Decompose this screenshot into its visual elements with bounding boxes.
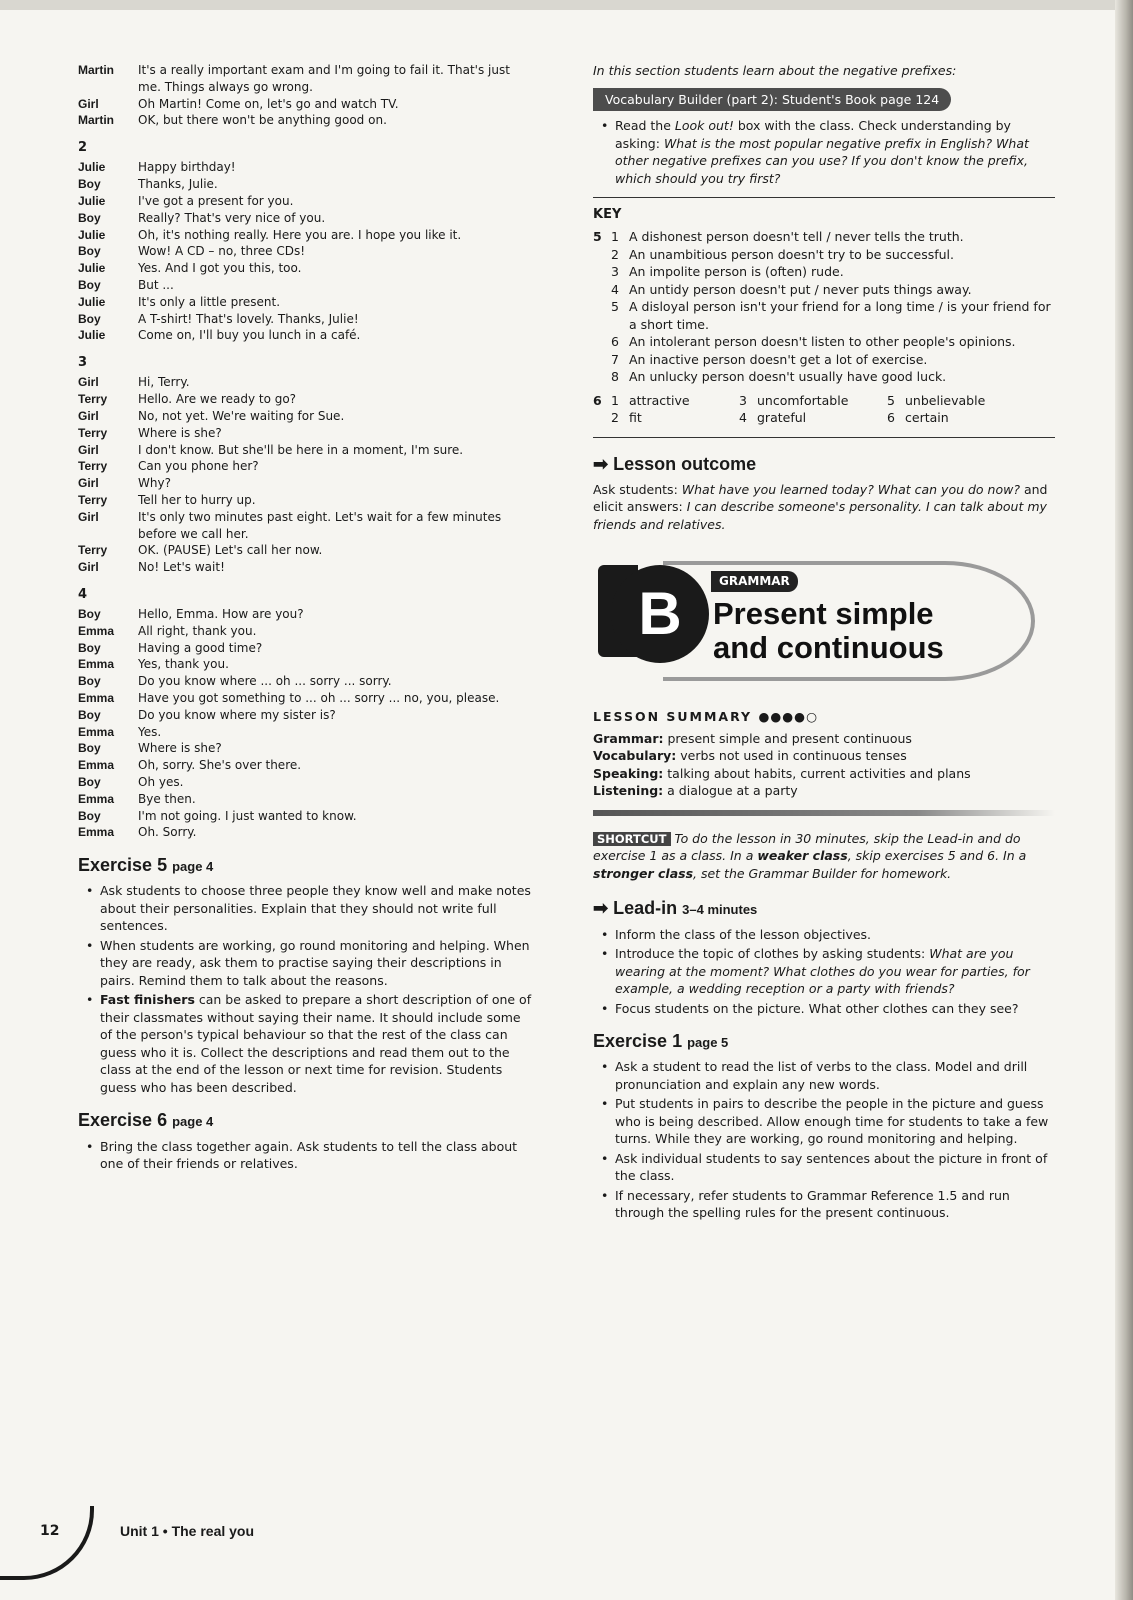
- summary-vocabulary: [593, 747, 1055, 765]
- speaker-name: Julie: [78, 328, 106, 343]
- exercise-6-heading: [78, 1108, 533, 1133]
- key-item-number: 5: [611, 299, 619, 315]
- speaker-name: Girl: [78, 408, 99, 423]
- speaker-name: Boy: [78, 177, 101, 192]
- list-item-text: Focus students on the picture. What other clothes can they see?: [615, 1000, 1019, 1016]
- spoken-line: Yes. And I got you this, too.: [138, 261, 302, 276]
- speaker-name: Julie: [78, 227, 106, 242]
- spoken-line: It's only two minutes past eight. Let's wait for a few minutes before we call her.: [138, 509, 502, 541]
- speaker-name: Terry: [78, 425, 108, 440]
- summary-divider-bar: [593, 810, 1055, 816]
- arrow-icon: ➡: [593, 898, 609, 919]
- spoken-line: OK, but there won't be anything good on.: [138, 113, 387, 128]
- page-top-band: [0, 0, 1133, 10]
- key-item-text: certain: [905, 410, 949, 426]
- dialogue-line: [78, 425, 533, 442]
- spoken-line: Thanks, Julie.: [138, 177, 218, 192]
- list-item: [78, 882, 533, 935]
- key-exercise-number: [593, 333, 611, 351]
- shortcut-tag: SHORTCUT: [593, 832, 671, 846]
- text: and elicit answers:: [593, 481, 1048, 515]
- key-item-number: 5: [887, 392, 895, 408]
- text: Read the: [615, 118, 675, 133]
- speaker-name: Boy: [78, 674, 101, 689]
- dialogue-line: [78, 475, 533, 492]
- key-item-number: 8: [611, 369, 619, 385]
- value: verbs not used in continuous tenses: [676, 748, 907, 764]
- vocabulary-builder-banner: Vocabulary Builder (part 2): Student's Book page 124: [593, 88, 951, 112]
- spoken-line: I'm not going. I just wanted to know.: [138, 808, 357, 823]
- list-item: [593, 1058, 1055, 1093]
- dialogue-line: [78, 227, 533, 244]
- key-item-number: 2: [611, 246, 619, 262]
- key-item-number: 4: [611, 281, 619, 297]
- key-item-number: 2: [611, 410, 619, 426]
- look-out-label: Look out!: [674, 118, 734, 133]
- key-item-number: 1: [611, 392, 619, 408]
- exercise-6-title: Exercise 6: [78, 1110, 168, 1131]
- key-item-number: 1: [611, 229, 619, 245]
- page-number: 12: [40, 1523, 60, 1539]
- lesson-outcome-text: [593, 481, 1055, 534]
- dialogue-line: [78, 656, 533, 673]
- key-answer: [593, 368, 1055, 386]
- lesson-summary-title: LESSON SUMMARY: [593, 709, 753, 725]
- key-item-text: An untidy person doesn't put / never puts things away.: [629, 281, 972, 297]
- spoken-line: No! Let's wait!: [138, 560, 225, 575]
- list-item: [78, 991, 533, 1096]
- lead-in-duration: 3–4 minutes: [682, 902, 758, 918]
- spoken-line: Hello, Emma. How are you?: [138, 607, 304, 622]
- spoken-line: Where is she?: [138, 741, 222, 756]
- dialogue-line: [78, 808, 533, 825]
- speaker-name: Boy: [78, 244, 101, 259]
- spoken-line: Why?: [138, 476, 171, 491]
- key-item-number: 7: [611, 351, 619, 367]
- key-exercise-number: [593, 298, 611, 333]
- spoken-line: Oh, sorry. She's over there.: [138, 758, 302, 773]
- spoken-line: Can you phone her?: [138, 459, 259, 474]
- dialogue-transcripts: [78, 62, 533, 841]
- key-exercise-number: 5: [593, 229, 602, 245]
- spoken-line: No, not yet. We're waiting for Sue.: [138, 408, 345, 423]
- key-answer: [593, 333, 1055, 351]
- list-item-text: Bring the class together again. Ask students to tell the class about one of their friends or relatives.: [100, 1138, 518, 1172]
- speaker-name: Emma: [78, 724, 115, 739]
- dialogue-line: [78, 509, 533, 543]
- exercise-5-heading: [78, 853, 533, 878]
- spoken-line: Where is she?: [138, 425, 222, 440]
- spoken-line: Oh yes.: [138, 775, 184, 790]
- dialogue-line: [78, 327, 533, 344]
- key-answer: [593, 246, 1055, 264]
- exercise-1-heading: [593, 1029, 1055, 1054]
- dialogue-line: [78, 724, 533, 741]
- key-item-text: A dishonest person doesn't tell / never tells the truth.: [629, 229, 964, 245]
- vocab-builder-list: [593, 117, 1055, 187]
- spoken-line: Yes, thank you.: [138, 657, 229, 672]
- text: Introduce the topic of clothes by asking students:: [615, 946, 930, 962]
- list-item: [593, 1187, 1055, 1222]
- speaker-name: Boy: [78, 707, 101, 722]
- key-item-text: uncomfortable: [757, 392, 849, 408]
- key-exercise-number: 6: [593, 392, 602, 408]
- lead-in-heading: [593, 896, 1055, 921]
- list-item: [593, 117, 1055, 187]
- dialogue-line: [78, 824, 533, 841]
- speaker-name: Julie: [78, 261, 106, 276]
- dialogue-line: [78, 96, 533, 113]
- lesson-outcome-heading: [593, 452, 1055, 477]
- key-exercise-6: [593, 392, 1055, 427]
- list-item: [593, 1095, 1055, 1148]
- speaker-name: Girl: [78, 375, 99, 390]
- dialogue-line: [78, 112, 533, 129]
- dialogue-line: [78, 757, 533, 774]
- answer-text: I can describe someone's personality. I can talk about my friends and relatives.: [593, 499, 1047, 532]
- dialogue-line: [78, 260, 533, 277]
- label: Listening:: [593, 783, 664, 799]
- speaker-name: Girl: [78, 560, 99, 575]
- key-item-text: fit: [629, 410, 642, 426]
- dialogue-line: [78, 408, 533, 425]
- speaker-name: Julie: [78, 160, 106, 175]
- dialogue-line: [78, 640, 533, 657]
- key-title: KEY: [593, 207, 622, 222]
- spoken-line: Happy birthday!: [138, 160, 236, 175]
- speaker-name: Boy: [78, 277, 101, 292]
- dialogue-line: [78, 391, 533, 408]
- list-item: [78, 937, 533, 990]
- speaker-name: Martin: [78, 113, 114, 128]
- exercise-1-list: [593, 1058, 1055, 1222]
- exercise-1-page: page 5: [687, 1035, 729, 1051]
- question-text: What have you learned today? What can you do now?: [681, 481, 1020, 497]
- dialogue-line: [78, 458, 533, 475]
- list-item-text: Inform the class of the lesson objectives.: [615, 926, 872, 942]
- value: talking about habits, current activities and plans: [663, 765, 971, 781]
- speaker-name: Emma: [78, 791, 115, 806]
- key-exercise-5: [593, 228, 1055, 386]
- text: , set the Grammar Builder for homework.: [693, 865, 952, 881]
- key-answer: [593, 263, 1055, 281]
- spoken-line: A T-shirt! That's lovely. Thanks, Julie!: [138, 311, 359, 326]
- exercise-1-title: Exercise 1: [593, 1031, 683, 1052]
- exercise-5-list: [78, 882, 533, 1096]
- spoken-line: Having a good time?: [138, 640, 263, 655]
- divider: [593, 437, 1055, 438]
- dialogue-line: [78, 606, 533, 623]
- speaker-name: Girl: [78, 509, 99, 524]
- key-item-text: attractive: [629, 392, 690, 408]
- spoken-line: Come on, I'll buy you lunch in a café.: [138, 328, 361, 343]
- key-exercise-number: [593, 281, 611, 299]
- key-item-number: 3: [739, 392, 747, 408]
- grammar-tag: GRAMMAR: [711, 571, 798, 592]
- dialogue-line: [78, 707, 533, 724]
- spoken-line: Do you know where ... oh ... sorry ... sorry.: [138, 674, 392, 689]
- spoken-line: Oh Martin! Come on, let's go and watch TV.: [138, 96, 399, 111]
- dialogue-number: 2: [78, 140, 88, 156]
- speaker-name: Julie: [78, 294, 106, 309]
- spoken-line: But ...: [138, 277, 174, 292]
- key-item-number: 4: [739, 410, 747, 426]
- speaker-name: Julie: [78, 193, 106, 208]
- speaker-name: Boy: [78, 808, 101, 823]
- key-item-text: An impolite person is (often) rude.: [629, 264, 844, 280]
- speaker-name: Terry: [78, 492, 108, 507]
- lead-in-list: [593, 926, 1055, 1018]
- list-item: [593, 1000, 1055, 1018]
- key-item-text: An inactive person doesn't get a lot of exercise.: [629, 351, 928, 367]
- list-item: [78, 1138, 533, 1173]
- lesson-letter-badge: B: [611, 565, 709, 663]
- dialogue-number: 4: [78, 586, 88, 602]
- dialogue-line: [78, 277, 533, 294]
- spoken-line: Really? That's very nice of you.: [138, 210, 326, 225]
- dialogue-line: [78, 159, 533, 176]
- lesson-summary-heading: [593, 708, 1055, 726]
- unit-label: Unit 1 • The real you: [120, 1523, 255, 1539]
- label: Vocabulary:: [593, 748, 677, 764]
- spoken-line: Have you got something to ... oh ... sorry ... no, you, please.: [138, 691, 500, 706]
- dialogue-line: [78, 442, 533, 459]
- speaker-name: Terry: [78, 392, 108, 407]
- spoken-line: Do you know where my sister is?: [138, 707, 336, 722]
- key-exercise-number: [593, 368, 611, 386]
- key-exercise-number: [593, 246, 611, 264]
- spoken-line: Wow! A CD – no, three CDs!: [138, 244, 306, 259]
- text: , skip exercises 5 and 6. In a: [847, 848, 1027, 864]
- page-footer: [0, 1512, 600, 1572]
- exercise-5-title: Exercise 5: [78, 855, 168, 876]
- dialogue-line: [78, 311, 533, 328]
- dialogue-line: [78, 791, 533, 808]
- key-item-text: An unambitious person doesn't try to be successful.: [629, 246, 954, 262]
- dialogue-line: [78, 673, 533, 690]
- stronger-class-label: stronger class: [593, 865, 694, 881]
- list-item-text: When students are working, go round monitoring and helping. When they are ready, ask them to practise saying their descriptions in pairs. Remind them to talk about the reasons.: [100, 937, 530, 988]
- list-item-text: If necessary, refer students to Grammar Reference 1.5 and run through the spelling rules for the present continuous.: [615, 1187, 1010, 1221]
- speaker-name: Girl: [78, 476, 99, 491]
- lesson-outcome-title: Lesson outcome: [613, 453, 757, 474]
- spoken-line: It's a really important exam and I'm going to fail it. That's just me. Things always go wrong.: [138, 63, 510, 94]
- speaker-name: Terry: [78, 543, 108, 558]
- dialogue-line: [78, 176, 533, 193]
- dialogue-line: [78, 374, 533, 391]
- text: To do the lesson in 30 minutes, skip the Lead-in and do exercise 1 as a class. In a: [593, 830, 1021, 864]
- list-item-text: Ask individual students to say sentences about the picture in front of the class.: [615, 1150, 1048, 1184]
- spoken-line: Tell her to hurry up.: [138, 492, 256, 507]
- lesson-title-line-1: Present simple: [713, 596, 934, 632]
- speaker-name: Boy: [78, 741, 101, 756]
- dialogue-line: [78, 294, 533, 311]
- key-answer: [593, 351, 1055, 369]
- speaker-name: Emma: [78, 657, 115, 672]
- speaker-name: Emma: [78, 825, 115, 840]
- summary-speaking: [593, 765, 1055, 783]
- dialogue-line: [78, 243, 533, 260]
- key-exercise-number: [593, 409, 611, 427]
- spoken-line: Oh. Sorry.: [138, 825, 197, 840]
- spoken-line: Hello. Are we ready to go?: [138, 392, 297, 407]
- speaker-name: Emma: [78, 758, 115, 773]
- book-spine-shadow: [1115, 0, 1133, 1600]
- key-item-number: 3: [611, 264, 619, 280]
- speaker-name: Martin: [78, 63, 114, 77]
- exercise-6-list: [78, 1138, 533, 1173]
- key-item-text: An intolerant person doesn't listen to other people's opinions.: [629, 334, 1016, 350]
- key-item-number: 6: [611, 334, 619, 350]
- dialogue-line: [78, 542, 533, 559]
- lesson-banner: [593, 553, 1055, 698]
- lesson-title: [713, 597, 944, 665]
- dialogue-line: [78, 740, 533, 757]
- dialogue-line: [78, 559, 533, 576]
- speaker-name: Girl: [78, 96, 99, 111]
- spoken-line: I don't know. But she'll be here in a moment, I'm sure.: [138, 442, 464, 457]
- spoken-line: Yes.: [138, 724, 162, 739]
- lesson-title-line-2: and continuous: [713, 630, 944, 666]
- key-item-text: An unlucky person doesn't usually have good luck.: [629, 369, 947, 385]
- key-item-text: unbelievable: [905, 392, 986, 408]
- spoken-line: Hi, Terry.: [138, 375, 190, 390]
- summary-grammar: [593, 730, 1055, 748]
- dialogue-line: [78, 210, 533, 227]
- right-column: [593, 62, 1055, 1224]
- list-item: [593, 926, 1055, 944]
- spoken-line: Bye then.: [138, 791, 196, 806]
- dialogue-line: [78, 193, 533, 210]
- speaker-name: Boy: [78, 311, 101, 326]
- exercise-5-page: page 4: [172, 859, 214, 875]
- list-item: [593, 1150, 1055, 1185]
- list-item-text: Ask a student to read the list of verbs to the class. Model and drill pronunciation and explain any new words.: [615, 1059, 1028, 1092]
- key-item-text: A disloyal person isn't your friend for a long time / is your friend for a short time.: [629, 299, 1051, 332]
- dialogue-line: [78, 690, 533, 707]
- key-exercise-number: [593, 351, 611, 369]
- speaker-name: Boy: [78, 775, 101, 790]
- key-answer: [593, 228, 1055, 246]
- label: Grammar:: [593, 730, 664, 746]
- speaker-name: Boy: [78, 607, 101, 622]
- exercise-6-page: page 4: [172, 1114, 214, 1130]
- arrow-icon: ➡: [593, 453, 609, 474]
- key-answer: [593, 298, 1055, 333]
- list-item: [593, 945, 1055, 998]
- label: Speaking:: [593, 765, 664, 781]
- key-item-number: 6: [887, 410, 895, 426]
- spoken-line: OK. (PAUSE) Let's call her now.: [138, 543, 323, 558]
- key-exercise-number: [593, 263, 611, 281]
- fast-finishers-label: Fast finishers: [100, 992, 195, 1008]
- value: a dialogue at a party: [663, 783, 798, 799]
- question-text: What are you wearing at the moment? What clothes do you wear for parties, for example, a wedding reception or a party with friends?: [615, 946, 1030, 997]
- list-item-text: Put students in pairs to describe the people in the picture and guess who is being described. Allow enough time for students to take a few turns. While they are working, go round monitoring and helping.: [615, 1096, 1049, 1147]
- text: box with the class. Check understanding by asking:: [615, 118, 1011, 151]
- speaker-name: Emma: [78, 623, 115, 638]
- spoken-line: All right, thank you.: [138, 623, 257, 638]
- speaker-name: Terry: [78, 459, 108, 474]
- speaker-name: Emma: [78, 691, 115, 706]
- spoken-line: I've got a present for you.: [138, 193, 294, 208]
- footer-curve-decoration: [0, 1506, 94, 1580]
- section-intro: In this section students learn about the negative prefixes:: [593, 63, 957, 78]
- dialogue-line: [78, 623, 533, 640]
- list-item-text: Ask students to choose three people they know well and make notes about their personalities. Explain that they should not write full sentences.: [100, 883, 531, 934]
- key-answer: [593, 281, 1055, 299]
- list-item-text: can be asked to prepare a short description of one of their classmates without saying their name. It should include some of the person's typical behaviour so that the rest of the class can guess who it is. Collect the descriptions and read them out to the class at the end of the lesson or next time for revision. Students guess who has been described.: [100, 992, 532, 1095]
- dialogue-number: 3: [78, 355, 88, 371]
- speaker-name: Boy: [78, 210, 101, 225]
- left-column: [78, 62, 533, 1175]
- dialogue-line: [78, 774, 533, 791]
- spoken-line: Oh, it's nothing really. Here you are. I hope you like it.: [138, 227, 462, 242]
- speaker-name: Boy: [78, 640, 101, 655]
- difficulty-dots: ●●●●○: [758, 709, 818, 725]
- speaker-name: Girl: [78, 442, 99, 457]
- question-text: What is the most popular negative prefix in English? What other negative prefixes can you use? If you don't know the prefix, which should you try first?: [615, 135, 1029, 186]
- text: Ask students:: [593, 481, 682, 497]
- shortcut-paragraph: [593, 830, 1055, 883]
- value: present simple and present continuous: [663, 730, 912, 746]
- key-item-text: grateful: [757, 410, 807, 426]
- dialogue-line: [78, 62, 533, 96]
- summary-listening: [593, 782, 1055, 800]
- weaker-class-label: weaker class: [757, 848, 848, 864]
- dialogue-line: [78, 492, 533, 509]
- lead-in-title: Lead-in: [613, 898, 678, 919]
- spoken-line: It's only a little present.: [138, 294, 281, 309]
- divider: [593, 197, 1055, 198]
